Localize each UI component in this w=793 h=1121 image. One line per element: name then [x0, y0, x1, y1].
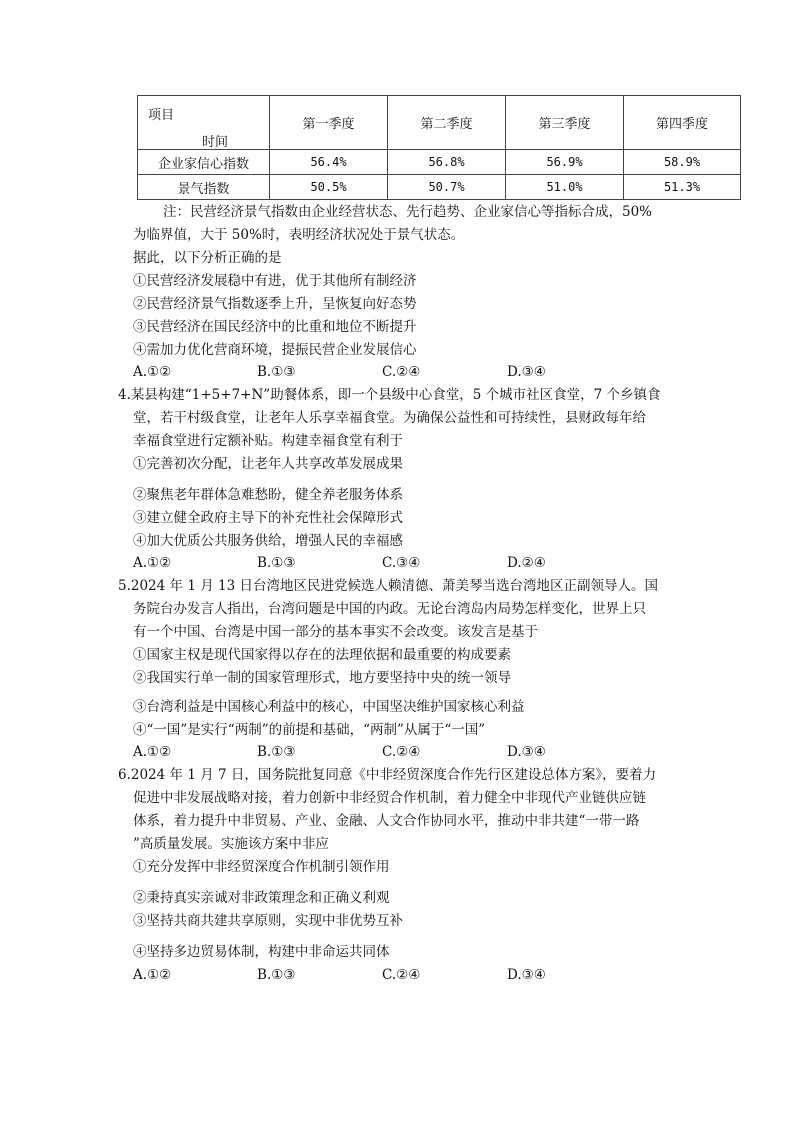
q4-item-4: ④加大优质公共服务供给，增强人民的幸福感: [133, 533, 403, 549]
q6-stem-line-2: 促进中非发展战略对接，着力创新中非经贸合作机制，着力健全中非现代产业链供应链: [133, 790, 646, 806]
note-line-1: 注：民营经济景气指数由企业经营状态、先行趋势、企业家信心等指标合成，50%: [163, 204, 653, 220]
q4-option-a: A.①②: [133, 555, 172, 571]
q6-stem-line-4: ”高质量发展。实施该方案中非应: [133, 836, 329, 852]
q5-option-c: C.②④: [382, 744, 421, 760]
q3-option-a: A.①②: [133, 364, 172, 380]
q4-stem-line-1: 4.某县构建“1+5+7+N”助餐体系，即一个县级中心食堂，5 个城市社区食堂，7 个乡镇食: [118, 387, 661, 403]
quarter-header-1: 第一季度: [270, 96, 388, 150]
q3-stem: 据此，以下分析正确的是: [133, 250, 282, 266]
q6-option-a: A.①②: [133, 967, 172, 983]
q5-option-b: B.①③: [257, 744, 296, 760]
q3-option-d: D.③④: [507, 364, 546, 380]
note-line-2: 为临界值，大于 50%时，表明经济状况处于景气状态。: [133, 227, 465, 243]
row-label-confidence: 企业家信心指数: [138, 150, 270, 175]
q5-item-1: ①国家主权是现代国家得以存在的法理依据和最重要的构成要素: [133, 647, 511, 663]
index-table: [137, 95, 741, 200]
q4-option-d: D.②④: [507, 555, 546, 571]
q3-item-3: ③民营经济在国民经济中的比重和地位不断提升: [133, 319, 417, 335]
q5-item-4: ④“一国”是实行“两制”的前提和基础，“两制”从属于“一国”: [133, 722, 486, 738]
q3-item-2: ②民营经济景气指数逐季上升，呈恢复向好态势: [133, 296, 417, 312]
row-label-prosperity: 景气指数: [138, 175, 270, 200]
q5-option-a: A.①②: [133, 744, 172, 760]
q6-stem-line-1: 6.2024 年 1 月 7 日，国务院批复同意《中非经贸深度合作先行区建设总体方案》，要着力: [118, 767, 657, 783]
quarter-header-2: 第二季度: [388, 96, 506, 150]
q3-option-b: B.①③: [257, 364, 296, 380]
table-cell: 58.9%: [624, 150, 741, 175]
q5-option-d: D.③④: [507, 744, 546, 760]
table-cell: 50.5%: [270, 175, 388, 200]
table-row: [138, 150, 741, 175]
table-cell: 56.8%: [388, 150, 506, 175]
q6-option-b: B.①③: [257, 967, 296, 983]
q6-item-3: ③坚持共商共建共享原则，实现中非优势互补: [133, 913, 403, 929]
q5-stem-line-3: 有一个中国、台湾是中国一部分的基本事实不会改变。该发言是基于: [133, 624, 538, 640]
corner-time-label: 时间: [202, 135, 229, 150]
q5-item-2: ②我国实行单一制的国家管理形式，地方要坚持中央的统一领导: [133, 670, 511, 686]
q4-item-3: ③建立健全政府主导下的补充性社会保障形式: [133, 510, 403, 526]
q5-stem-line-1: 5.2024 年 1 月 13 日台湾地区民进党候选人赖清德、萧美琴当选台湾地区正副领导人。国: [118, 578, 658, 594]
q4-option-b: B.①③: [257, 555, 296, 571]
q5-stem-line-2: 务院台办发言人指出，台湾问题是中国的内政。无论台湾岛内局势怎样变化，世界上只: [133, 601, 646, 617]
q6-item-4: ④坚持多边贸易体制，构建中非命运共同体: [133, 944, 390, 960]
table-cell: 56.4%: [270, 150, 388, 175]
table-cell: 56.9%: [506, 150, 624, 175]
q6-item-1: ①充分发挥中非经贸深度合作机制引领作用: [133, 859, 390, 875]
q4-item-1: ①完善初次分配，让老年人共享改革发展成果: [133, 456, 403, 472]
q6-option-c: C.②④: [382, 967, 421, 983]
q5-item-3: ③台湾利益是中国核心利益中的核心，中国坚决维护国家核心利益: [133, 699, 525, 715]
table-cell: 50.7%: [388, 175, 506, 200]
q4-stem-line-3: 幸福食堂进行定额补贴。构建幸福食堂有利于: [133, 433, 403, 449]
q4-item-2: ②聚焦老年群体急难愁盼，健全养老服务体系: [133, 487, 403, 503]
q3-item-1: ①民营经济发展稳中有进，优于其他所有制经济: [133, 273, 417, 289]
q4-option-c: C.③④: [382, 555, 421, 571]
quarter-header-3: 第三季度: [506, 96, 624, 150]
q3-item-4: ④需加力优化营商环境，提振民营企业发展信心: [133, 342, 417, 358]
table-cell: 51.0%: [506, 175, 624, 200]
q6-item-2: ②秉持真实亲诚对非政策理念和正确义利观: [133, 890, 390, 906]
q3-option-c: C.②④: [382, 364, 421, 380]
corner-item-label: 项目: [148, 108, 175, 123]
table-corner-cell: [138, 96, 270, 150]
q6-stem-line-3: 体系，着力提升中非贸易、产业、金融、人文合作协同水平，推动中非共建“一带一路: [133, 813, 640, 829]
table-row: [138, 175, 741, 200]
table-cell: 51.3%: [624, 175, 741, 200]
quarter-header-4: 第四季度: [624, 96, 741, 150]
q6-option-d: D.③④: [507, 967, 546, 983]
q4-stem-line-2: 堂，若干村级食堂，让老年人乐享幸福食堂。为确保公益性和可持续性，县财政每年给: [133, 410, 646, 426]
